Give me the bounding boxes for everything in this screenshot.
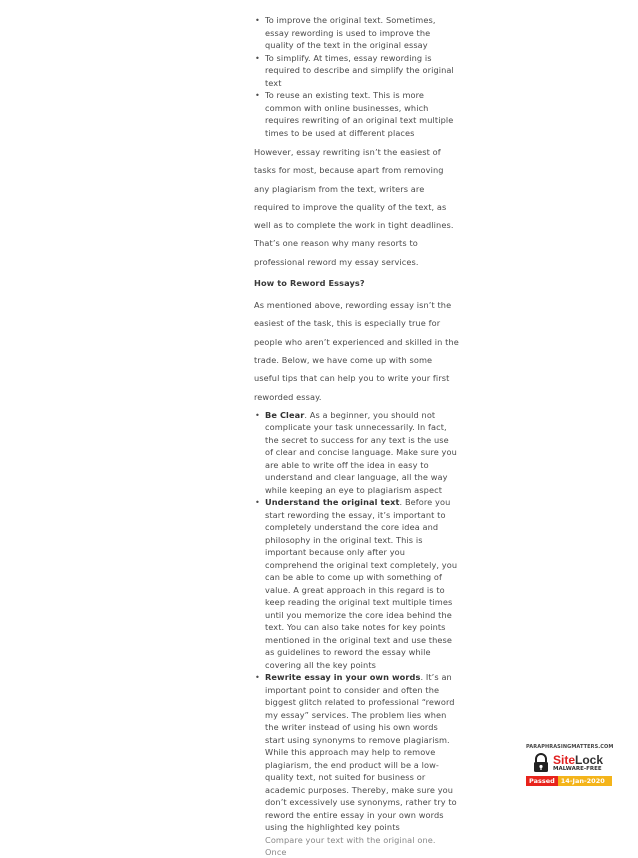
section-heading: How to Reword Essays? xyxy=(254,278,365,289)
badge-brand xyxy=(553,754,603,766)
sitelock-badge[interactable] xyxy=(526,743,612,797)
padlock-icon xyxy=(532,753,550,773)
article-content xyxy=(254,14,459,857)
tip-text: . It’s an important point to consider and often the biggest glitch related to professional “reword my essay” services. The problem lies when the writer instead of using his own words start using synonyms to remove plagiarism. While this approach may help to remove plagiarism, the end product will be a low-quality text, not suited for business or academic purposes. Thereby, make sure you don’t excessively use synonyms, rather try to reword the entire essay in your own words using the highlighted key points xyxy=(265,672,457,833)
badge-date: 14-Jan-2020 xyxy=(558,776,612,786)
list-item: • To reuse an existing text. This is more common with online businesses, which requires rewriting of an original text multiple times to be used at different places xyxy=(254,89,459,139)
tip-item xyxy=(254,671,459,834)
badge-body xyxy=(526,753,612,773)
tip-item xyxy=(254,409,459,497)
paragraph-intro-tips: As mentioned above, rewording essay isn’t the easiest of the task, this is especially true for people who aren’t experienced and skilled in the trade. Below, we have come up with some useful tips that can help you to write your first reworded essay. xyxy=(254,300,459,402)
paragraph-rewriting-difficulty: However, essay rewriting isn’t the easiest of tasks for most, because apart from removing any plagiarism from the text, writers are required to improve the quality of the text, as well as to complete the work in tight deadlines. That’s one reason why many resorts to professional reword my essay services. xyxy=(254,147,454,267)
brand-lock: Lock xyxy=(575,753,604,767)
tip-title: Understand the original text xyxy=(265,497,400,508)
tip-item xyxy=(254,496,459,671)
badge-site-url: PARAPHRASINGMATTERS.COM xyxy=(526,744,614,750)
brand-site: Site xyxy=(553,753,576,767)
list-item: • To improve the original text. Sometimes, essay rewording is used to improve the quality of the text in the original essay xyxy=(254,14,459,52)
badge-status: MALWARE-FREE xyxy=(553,766,602,772)
tip-text: . As a beginner, you should not complicate your task unnecessarily. In fact, the secret to success for any text is the use of clear and concise language. Make sure you are able to write off the idea in easy to understand and clear language, all the way while keeping an eye to plagiarism aspect xyxy=(265,409,457,495)
tip-text: . Before you start rewording the essay, it’s important to completely understand the core idea and philosophy in the original text. This is important because only after you comprehend the original text completely, you can be able to come up with something of value. A great approach in this regard is to keep reading the original text multiple times until you memorize the core idea behind the text. You can also take notes for key points mentioned in the original text and use these as guidelines to reword the essay while covering all the key points xyxy=(265,497,458,670)
tips-list xyxy=(254,409,459,834)
tip-title: Rewrite essay in your own words xyxy=(265,672,421,683)
list-item: • To simplify. At times, essay rewording is required to describe and simplify the original text xyxy=(254,52,459,90)
cut-off-line: Compare your text with the original one. Once xyxy=(265,834,436,857)
badge-passed: Passed xyxy=(526,776,558,786)
badge-footer xyxy=(526,776,612,786)
purpose-list xyxy=(254,14,459,139)
tip-title: Be Clear xyxy=(265,409,305,420)
